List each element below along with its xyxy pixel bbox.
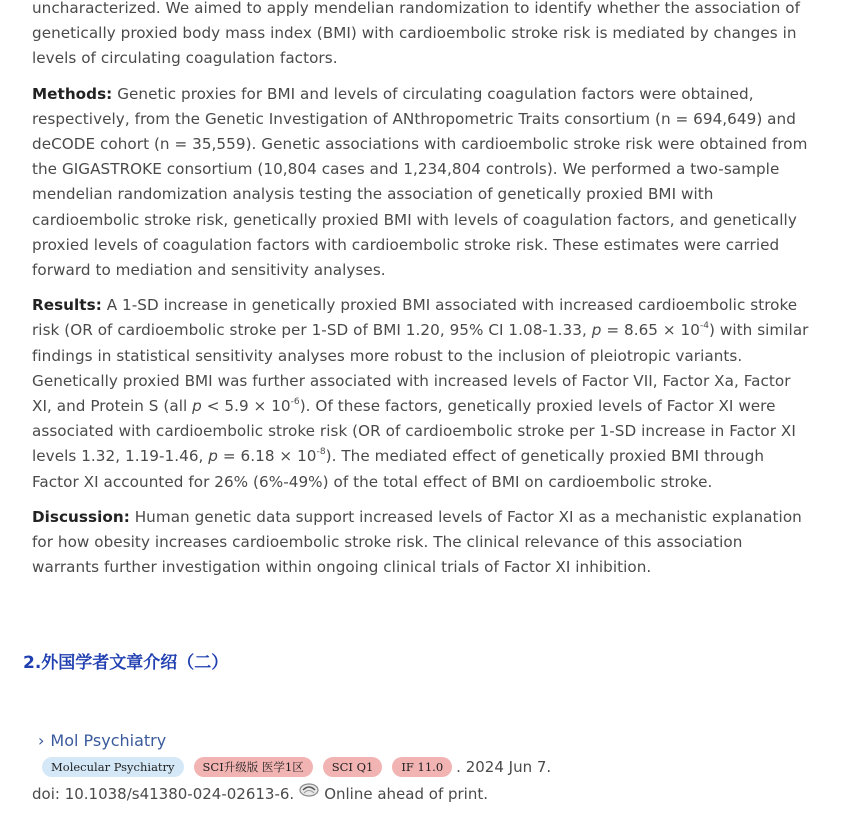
exponent: -4 — [699, 321, 710, 332]
sci-quartile-badge[interactable]: SCI Q1 — [323, 757, 383, 777]
abstract-intro — [32, 0, 812, 72]
results-text: ) with similar findings in statistical sensitivity analyses more robust to the inclusion of pleiotropic variants. Genetically proxied BMI was further associated with increased levels of Factor VII, Factor Xa, Factor XI, and Protein S (all — [32, 321, 809, 416]
badge-row — [42, 757, 551, 777]
abstract-results — [32, 293, 812, 495]
publication-date: . 2024 Jun 7. — [456, 758, 552, 776]
section-heading: 2.外国学者文章介绍（二） — [23, 653, 229, 673]
p-symbol: p — [208, 447, 218, 466]
methods-text: Genetic proxies for BMI and levels of circulating coagulation factors were obtained, respectively, from the Genetic Investigation of ANthropometric Traits consortium (n = 694,649) and deCODE cohort (n = 35,559). Genetic associations with cardioembolic stroke risk were obtained from the GIGASTROKE consortium (10,804 cases and 1,234,804 controls). We performed a two-sample mendelian randomization analysis testing the association of genetically proxied BMI with cardioembolic stroke risk, genetically proxied BMI with levels of coagulation factors, and genetically proxied levels of coagulation factors with cardioembolic stroke risk. These estimates were carried forward to mediation and sensitivity analyses. — [32, 84, 808, 280]
results-label: Results: — [32, 296, 102, 315]
exponent: -6 — [290, 396, 300, 407]
doi-row — [32, 785, 488, 803]
journal-link[interactable] — [38, 731, 166, 750]
p-symbol: p — [192, 397, 202, 416]
sci-upgrade-badge[interactable]: SCI升级版 医学1区 — [194, 757, 313, 777]
results-text: ). Of these factors, genetically proxied levels of Factor XI were associated with cardioembolic stroke risk (OR of cardioembolic stroke per 1-SD increase in Factor XI levels 1.32, 1.19-1.46, — [32, 397, 796, 466]
results-text: ). The mediated effect of genetically proxied BMI through Factor XI accounted for 26% (6%-49%) of the total effect of BMI on cardioembolic stroke. — [32, 447, 765, 491]
journal-badge[interactable]: Molecular Psychiatry — [42, 757, 184, 777]
results-text: = 8.65 × 10 — [601, 321, 700, 340]
abstract — [32, 0, 812, 590]
doi-text: doi: 10.1038/s41380-024-02613-6. — [32, 785, 295, 803]
methods-label: Methods: — [32, 84, 113, 103]
citation-icon[interactable] — [298, 782, 320, 798]
abstract-discussion — [32, 505, 812, 581]
results-text: < 5.9 × 10 — [201, 397, 291, 416]
discussion-text: Human genetic data support increased levels of Factor XI as a mechanistic explanation for how obesity increases cardioembolic stroke risk. The clinical relevance of this association warrants further investigation within ongoing clinical trials of Factor XI inhibition. — [32, 507, 802, 577]
impact-factor-badge[interactable]: IF 11.0 — [392, 757, 452, 777]
discussion-label: Discussion: — [32, 507, 130, 526]
exponent: -8 — [316, 447, 326, 458]
publication-status: Online ahead of print. — [324, 785, 489, 803]
journal-link-label: Mol Psychiatry — [50, 731, 167, 750]
results-text: = 6.18 × 10 — [218, 447, 317, 466]
results-text: A 1-SD increase in genetically proxied BMI associated with increased cardioembolic stroke risk (OR of cardioembolic stroke per 1-SD of BMI 1.20, 95% CI 1.08-1.33, — [32, 296, 798, 340]
intro-text: uncharacterized. We aimed to apply mendelian randomization to identify whether the association of genetically proxied body mass index (BMI) with cardioembolic stroke risk is mediated by changes in levels of circulating coagulation factors. — [32, 0, 801, 68]
chevron-right-icon: › — [38, 731, 45, 750]
p-symbol: p — [591, 321, 602, 340]
abstract-methods — [32, 82, 812, 284]
